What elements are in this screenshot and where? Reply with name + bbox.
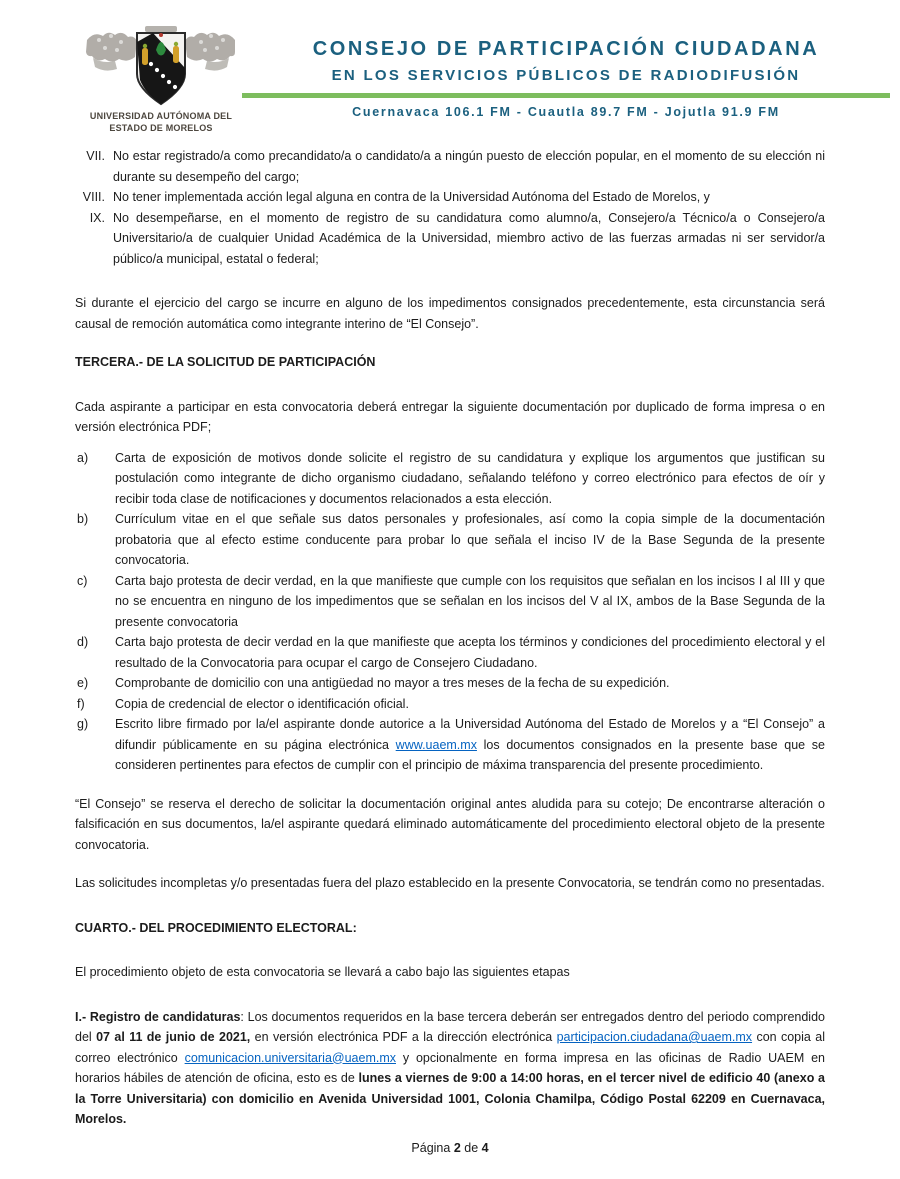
document-text: Carta bajo protesta de decir verdad en la que manifieste que acepta los términos y condiciones del procedimiento electoral y el resultado de la Convocatoria para ocupar el cargo de Consejero Ciudadano. bbox=[115, 635, 825, 670]
list-marker: e) bbox=[77, 676, 89, 690]
document-text: Copia de credencial de elector o identificación oficial. bbox=[115, 696, 409, 711]
document-item-e bbox=[75, 673, 825, 694]
registro-bold-schedule: lunes a viernes de 9:00 a 14:00 horas, en el tercer nivel de edificio 40 (anexo a la Torre Universitaria) con domicilio en Avenida Universidad 1001, Colonia Chamilpa, Código Postal 62209 en Cuernavaca, Morelos. bbox=[75, 1071, 825, 1126]
list-marker: b) bbox=[77, 512, 89, 526]
page-footer-label: Página bbox=[411, 1141, 454, 1155]
requirement-item-ix bbox=[75, 208, 825, 270]
registro-text-2: en versión electrónica PDF a la dirección electrónica bbox=[250, 1030, 557, 1044]
list-marker: g) bbox=[77, 717, 89, 731]
requirement-item-viii bbox=[75, 187, 825, 208]
list-marker: IX. bbox=[89, 210, 105, 225]
document-text: Carta de exposición de motivos donde solicite el registro de su candidatura y explique los argumentos que justifican su postulación como integrante de dicho organismo ciudadano, señalando teléfono y correo electrónico para efectos de oír y recibir toda clase de notificaciones y documentos relacionados a esta elección. bbox=[115, 450, 825, 506]
requirement-item-vii bbox=[75, 146, 825, 187]
paragraph-intro-docs: Cada aspirante a participar en esta convocatoria deberá entregar la siguiente documentación por duplicado de forma impresa o en versión electrónica PDF; bbox=[75, 399, 825, 434]
registro-text-1: : Los documentos requeridos en la base tercera deberán ser entregados dentro del periodo comprendido del bbox=[75, 1009, 825, 1044]
document-item-f bbox=[75, 694, 825, 715]
paragraph-etapas: El procedimiento objeto de esta convocatoria se llevará a cabo bajo las siguientes etapas bbox=[75, 965, 570, 979]
page-header bbox=[0, 0, 900, 134]
comunicacion-email-link[interactable]: comunicacion.universitaria@uaem.mx bbox=[184, 1050, 396, 1065]
radio-stations-line: Cuernavaca 106.1 FM - Cuautla 89.7 FM - Jojutla 91.9 FM bbox=[352, 105, 780, 119]
university-name-line2: ESTADO DE MORELOS bbox=[109, 122, 213, 133]
document-text: Currículum vitae en el que señale sus datos personales y profesionales, así como la copia simple de la documentación probatoria que al efecto estime conducente para probar lo que señala el inciso IV de la Base Segunda de la presente convocatoria. bbox=[115, 512, 825, 567]
paragraph-removal: Si durante el ejercicio del cargo se incurre en alguno de los impedimentos consignados precedentemente, esta circunstancia será causal de remoción automática como integrante interino de “El Consejo”. bbox=[75, 296, 825, 331]
registro-text-4: y opcionalmente en forma impresa en las oficinas de Radio UAEM en horarios hábiles de atención de oficina, esto es de bbox=[75, 1050, 825, 1085]
list-marker: a) bbox=[77, 450, 89, 465]
university-name bbox=[80, 111, 242, 134]
header-divider bbox=[242, 93, 890, 98]
requirement-text: No tener implementada acción legal alguna en contra de la Universidad Autónoma del Estado de Morelos, y bbox=[113, 190, 710, 204]
list-marker: VIII. bbox=[82, 190, 105, 204]
document-text bbox=[115, 714, 825, 776]
page-footer-separator: de bbox=[460, 1141, 482, 1155]
document-item-c bbox=[75, 571, 825, 633]
header-title-block bbox=[242, 26, 890, 134]
list-marker: VII. bbox=[86, 149, 105, 163]
list-marker: c) bbox=[77, 573, 88, 588]
document-text: Carta bajo protesta de decir verdad, en la que manifieste que cumple con los requisitos que señalan en los incisos I al III y que no se encuentra en ninguno de los impedimentos que se señalan en los incisos del V al IX, ambos de la Base Segunda de la presente convocatoria bbox=[115, 573, 825, 629]
documents-list bbox=[75, 448, 825, 776]
document-item-b bbox=[75, 509, 825, 571]
requirement-text: No estar registrado/a como precandidato/a o candidato/a a ningún puesto de elección popular, en el momento de su elección ni durante su desempeño del cargo; bbox=[113, 149, 825, 184]
uaem-logo bbox=[80, 26, 242, 134]
paragraph-registro bbox=[75, 1007, 825, 1130]
university-name-line1: UNIVERSIDAD AUTÓNOMA DEL bbox=[89, 111, 233, 121]
document-text: Comprobante de domicilio con una antigüedad no mayor a tres meses de la fecha de su expedición. bbox=[115, 676, 670, 690]
participacion-email-link[interactable]: participacion.ciudadana@uaem.mx bbox=[556, 1030, 753, 1044]
registro-text-3: con copia al correo electrónico bbox=[75, 1030, 825, 1065]
page-footer bbox=[0, 1141, 900, 1155]
list-marker: f) bbox=[77, 696, 85, 711]
page-number-current: 2 bbox=[453, 1141, 461, 1155]
uaem-website-link[interactable]: www.uaem.mx bbox=[395, 737, 477, 752]
paragraph-incompletas: Las solicitudes incompletas y/o presentadas fuera del plazo establecido en la presente Convocatoria, se tendrán como no presentadas. bbox=[75, 876, 825, 890]
registro-bold-dates: 07 al 11 de junio de 2021, bbox=[96, 1030, 251, 1044]
header-title: CONSEJO DE PARTICIPACIÓN CIUDADANA bbox=[312, 38, 820, 60]
document-text-before-link: Escrito libre firmado por la/el aspirante donde autorice a la Universidad Autónoma del Estado de Morelos y a “El Consejo” a difundir públicamente en su página electrónica bbox=[115, 717, 825, 752]
registro-bold-title: I.- Registro de candidaturas bbox=[75, 1009, 241, 1024]
section-heading-tercera: TERCERA.- DE LA SOLICITUD DE PARTICIPACIÓN bbox=[75, 355, 376, 369]
document-item-d bbox=[75, 632, 825, 673]
page-number-total: 4 bbox=[481, 1141, 489, 1155]
document-body bbox=[75, 146, 825, 1130]
list-marker: d) bbox=[77, 635, 89, 649]
document-item-a bbox=[75, 448, 825, 510]
requirements-list bbox=[75, 146, 825, 269]
crest-shield bbox=[137, 33, 185, 104]
section-heading-cuarto: CUARTO.- DEL PROCEDIMIENTO ELECTORAL: bbox=[75, 920, 357, 935]
document-item-g bbox=[75, 714, 825, 776]
requirement-text: No desempeñarse, en el momento de registro de su candidatura como alumno/a, Consejero/a Técnico/a o Consejero/a Universitario/a de cualquier Unidad Académica de la Universidad, miembro activo de las fuerzas armadas ni ser servidor/a público/a municipal, estatal o federal; bbox=[113, 210, 825, 266]
document-text-after-link: los documentos consignados en la presente base que se consideren pertinentes para efectos de cumplir con el principio de máxima transparencia del presente procedimiento. bbox=[115, 737, 825, 772]
header-subtitle: EN LOS SERVICIOS PÚBLICOS DE RADIODIFUSIÓN bbox=[331, 67, 801, 84]
paragraph-cotejo: “El Consejo” se reserva el derecho de solicitar la documentación original antes aludida para su cotejo; De encontrarse alteración o falsificación en sus documentos, la/el aspirante quedará eliminado automáticamente del procedimiento electoral objeto de la presente convocatoria. bbox=[75, 796, 825, 852]
uaem-crest-icon bbox=[85, 26, 237, 108]
